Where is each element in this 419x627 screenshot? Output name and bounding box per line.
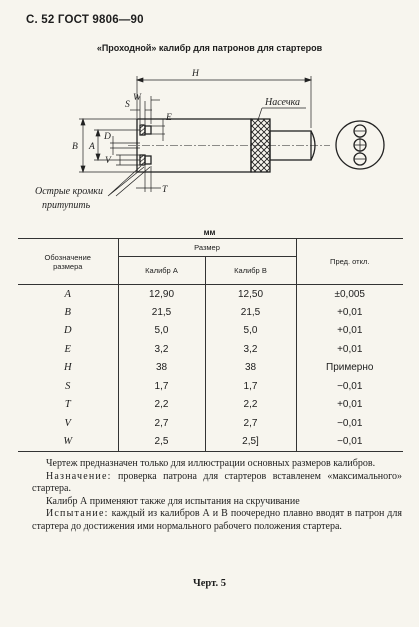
cell-tolerance: +0,01: [296, 396, 403, 415]
table-row: [18, 433, 403, 452]
header-size: Размер: [118, 239, 296, 257]
figure-title: «Проходной» калибр для патронов для стартеров: [96, 43, 323, 53]
cell-gauge-b: 1,7: [205, 377, 296, 396]
cell-tolerance: +0,01: [296, 303, 403, 322]
cell-gauge-a: 3,2: [118, 340, 205, 359]
cell-dim: W: [18, 433, 118, 452]
cell-dim: S: [65, 380, 71, 392]
cell-gauge-b: 38: [205, 359, 296, 378]
table-row: [18, 285, 403, 304]
label-W: W: [133, 93, 141, 103]
cell-tolerance: +0,01: [296, 322, 403, 341]
cell-gauge-a: 1,7: [118, 377, 205, 396]
header-gauge-b: Калибр В: [205, 257, 296, 285]
dimensions-table: [18, 238, 403, 452]
table-row: [18, 359, 403, 378]
label-S: S: [125, 100, 130, 110]
page-header: С. 52 ГОСТ 9806—90: [26, 14, 144, 26]
note-illustration: Чертеж предназначен только для иллюстрации основных размеров калибров.: [46, 458, 376, 469]
note-test-body: каждый из калибров А и В поочередно плавно вводят в патрон для стартера до достижения ими нормального рабочего положения стартера.: [32, 508, 402, 532]
label-H: H: [192, 69, 199, 79]
cell-gauge-a: 5,0: [118, 322, 205, 341]
cell-gauge-b: 2,5]: [205, 433, 296, 452]
table-row: [18, 340, 403, 359]
label-D: D: [104, 132, 111, 142]
note-torsion: Калибр А применяют также для испытания на скручивание: [46, 495, 300, 507]
table-row: [18, 303, 403, 322]
note-purpose-body: проверка патрона для стартеров вставленем «максимального» стартера.: [32, 470, 402, 494]
cell-gauge-b: 2,2: [205, 396, 296, 415]
note-test: [32, 508, 402, 533]
label-edges-2: притупить: [42, 200, 91, 211]
cell-tolerance: −0,01: [296, 414, 403, 433]
cell-dim: D: [63, 325, 72, 337]
cell-dim: E: [64, 343, 71, 355]
label-edges-1: Острые кромки: [35, 186, 103, 197]
table-row: [18, 396, 403, 415]
cell-tolerance: +0,01: [296, 340, 403, 359]
gauge-drawing: [0, 58, 419, 228]
note-purpose: [32, 471, 402, 496]
table-row: [18, 414, 403, 433]
cell-dim: B: [64, 306, 71, 318]
header-tolerance: Пред. откл.: [296, 239, 403, 285]
cell-gauge-a: 38: [118, 359, 205, 378]
cell-gauge-a: 2,5: [118, 433, 205, 452]
cell-dim: A: [64, 288, 71, 300]
label-A: A: [89, 142, 95, 152]
cell-tolerance: −0,01: [296, 377, 403, 396]
cell-gauge-b: 3,2: [205, 340, 296, 359]
label-V: V: [105, 156, 111, 166]
cell-gauge-a: 2,2: [118, 396, 205, 415]
cell-gauge-a: 21,5: [118, 303, 205, 322]
header-designation: Обозначение размера: [18, 239, 118, 285]
figure-caption: Черт. 5: [193, 578, 226, 589]
cell-dim: H: [63, 362, 72, 374]
cell-gauge-b: 5,0: [205, 322, 296, 341]
cell-tolerance: −0,01: [296, 433, 403, 452]
cell-dim: T: [64, 399, 71, 411]
handle: [270, 131, 311, 160]
label-knurl: Насечка: [265, 97, 301, 108]
cell-dim: V: [64, 417, 71, 429]
cell-gauge-a: 12,90: [118, 285, 205, 304]
header-gauge-a: Калибр А: [118, 257, 205, 285]
table-row: [18, 377, 403, 396]
units-label: мм: [203, 228, 216, 237]
label-E: E: [166, 113, 172, 123]
cell-gauge-a: 2,7: [118, 414, 205, 433]
cell-gauge-b: 21,5: [205, 303, 296, 322]
cell-tolerance: Примерно: [296, 359, 403, 378]
label-B: B: [72, 142, 78, 152]
notes-block: [32, 458, 402, 533]
table-row: [18, 322, 403, 341]
note-test-head: Испытание:: [46, 508, 109, 519]
label-T: T: [162, 185, 168, 195]
cell-gauge-b: 12,50: [205, 285, 296, 304]
cell-tolerance: ±0,005: [296, 285, 403, 304]
cell-gauge-b: 2,7: [205, 414, 296, 433]
note-purpose-head: Назначение:: [46, 470, 112, 482]
